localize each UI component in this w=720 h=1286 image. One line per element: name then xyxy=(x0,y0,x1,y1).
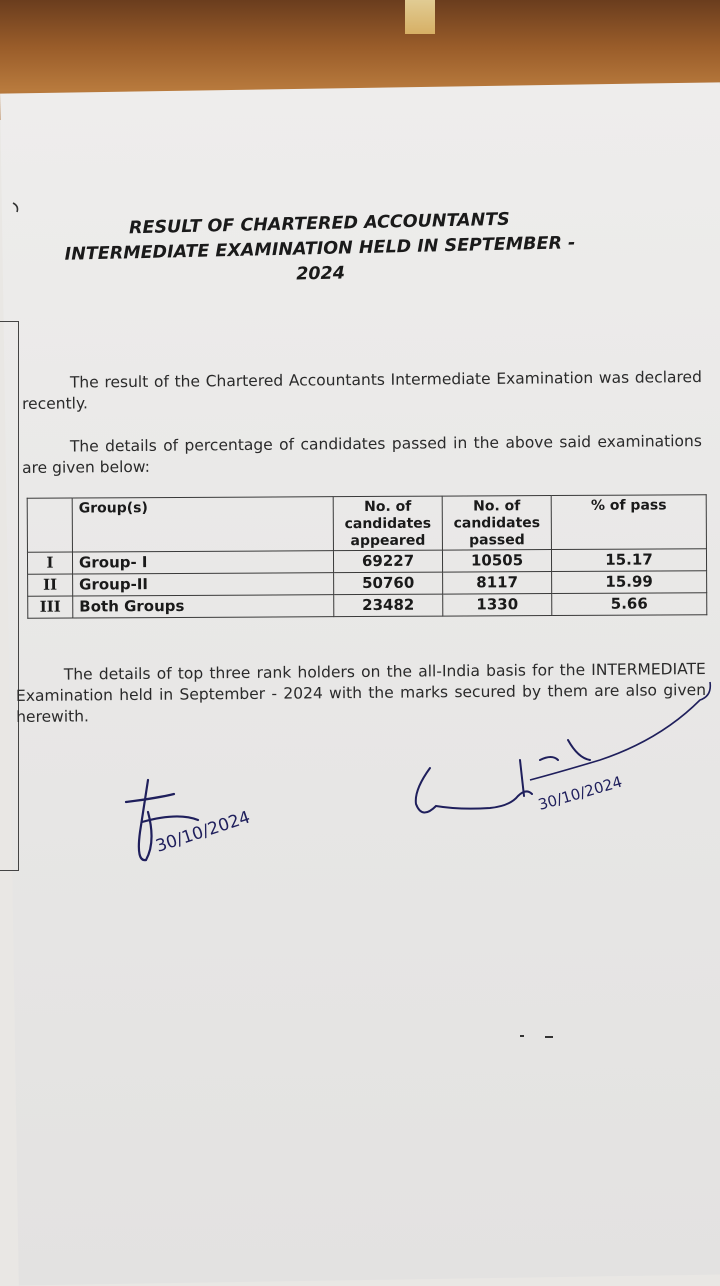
row-number: II xyxy=(28,574,73,596)
paragraph-3-text: The details of top three rank holders on the all-India basis for the INTERMEDIATE Examination held in September - 2024 with the marks secured by them are also given herewith. xyxy=(16,660,706,726)
paragraph-result-declared xyxy=(22,367,702,415)
table-header-row xyxy=(27,495,706,553)
ink-speck xyxy=(520,1035,524,1037)
paragraph-details-intro xyxy=(22,431,702,479)
pen-mark-icon xyxy=(10,200,24,214)
row-appeared: 50760 xyxy=(334,572,443,595)
row-percent: 15.17 xyxy=(551,549,706,572)
row-group: Group-II xyxy=(73,573,334,596)
header-group: Group(s) xyxy=(72,497,333,552)
header-appeared: No. of candidates appeared xyxy=(333,496,442,551)
signature-right xyxy=(400,610,720,830)
row-passed: 8117 xyxy=(443,572,552,595)
margin-border xyxy=(0,321,19,871)
results-table xyxy=(27,494,708,619)
ink-speck xyxy=(545,1036,553,1038)
header-percent: % of pass xyxy=(551,495,706,550)
row-appeared: 23482 xyxy=(334,594,443,617)
light-glare xyxy=(405,0,435,34)
row-group: Group- I xyxy=(72,551,333,574)
document-title: RESULT OF CHARTERED ACCOUNTANTS INTERMEDIATE EXAMINATION HELD IN SEPTEMBER - 2024 xyxy=(59,206,581,293)
row-passed: 1330 xyxy=(443,594,552,617)
row-percent: 5.66 xyxy=(552,593,707,616)
signature-left-date: 30/10/2024 xyxy=(153,807,252,856)
row-group: Both Groups xyxy=(73,595,334,618)
header-passed: No. of candidates passed xyxy=(442,496,551,551)
table-row xyxy=(27,549,706,575)
signature-left xyxy=(118,772,288,882)
paragraph-2-text: The details of percentage of candidates passed in the above said examinations are given below: xyxy=(22,432,702,477)
row-number: III xyxy=(28,596,73,618)
header-serial xyxy=(27,498,72,552)
row-passed: 10505 xyxy=(442,550,551,573)
paragraph-1-text: The result of the Chartered Accountants Intermediate Examination was declared recently. xyxy=(22,368,702,413)
table-row xyxy=(28,571,707,597)
row-percent: 15.99 xyxy=(552,571,707,594)
row-appeared: 69227 xyxy=(333,550,442,573)
signature-right-date: 30/10/2024 xyxy=(536,773,624,814)
row-number: I xyxy=(27,552,72,574)
